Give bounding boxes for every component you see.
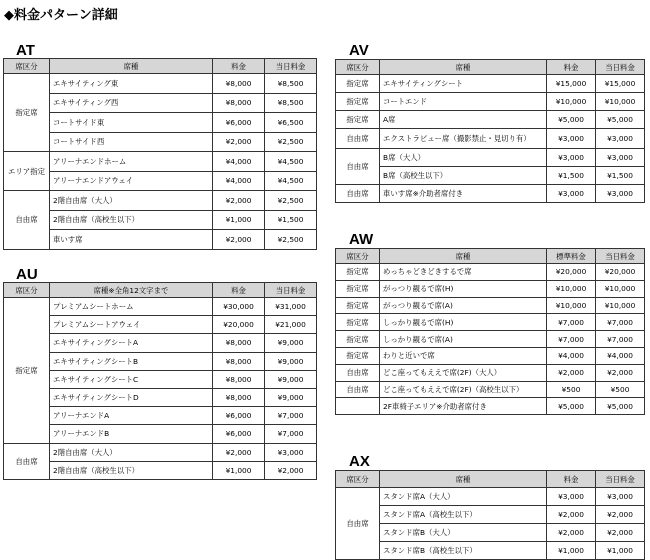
day-price-cell: ¥2,500 xyxy=(265,230,317,250)
seat-type-cell: 2F車椅子エリア※介助者席付き xyxy=(380,398,547,415)
seat-type-cell: B席（大人） xyxy=(380,149,547,167)
table-row xyxy=(336,364,645,381)
price-cell: ¥2,000 xyxy=(213,191,265,211)
price-cell: ¥6,000 xyxy=(213,407,265,425)
price-cell: ¥1,000 xyxy=(547,542,596,560)
section-label-aw: AW xyxy=(349,231,374,248)
seat-category-cell: 自由席 xyxy=(336,149,380,185)
table-row xyxy=(336,93,645,111)
price-cell: ¥500 xyxy=(547,381,596,398)
table-row xyxy=(4,443,317,461)
header-day-price: 当日料金 xyxy=(265,283,317,298)
table-row xyxy=(4,425,317,443)
header-price: 料金 xyxy=(213,283,265,298)
price-cell: ¥3,000 xyxy=(547,129,596,149)
seat-category-cell: 指定席 xyxy=(336,75,380,93)
table-row xyxy=(336,314,645,331)
day-price-cell: ¥1,500 xyxy=(596,167,645,185)
table-row xyxy=(336,381,645,398)
day-price-cell: ¥7,000 xyxy=(265,425,317,443)
table-row xyxy=(4,191,317,211)
day-price-cell: ¥3,000 xyxy=(265,443,317,461)
table-row xyxy=(336,280,645,297)
seat-type-cell: がっつり観るで席(A) xyxy=(380,297,547,314)
seat-type-cell: エキサイティングシートD xyxy=(50,388,213,406)
day-price-cell: ¥5,000 xyxy=(596,111,645,129)
day-price-cell: ¥3,000 xyxy=(596,185,645,203)
price-cell: ¥8,000 xyxy=(213,334,265,352)
header-seat-category: 席区分 xyxy=(4,59,50,74)
header-price: 料金 xyxy=(213,59,265,74)
header-seat-category: 席区分 xyxy=(336,249,380,264)
day-price-cell: ¥3,000 xyxy=(596,149,645,167)
seat-category-cell: 指定席 xyxy=(336,331,380,348)
table-row xyxy=(336,488,645,506)
price-cell: ¥3,000 xyxy=(547,149,596,167)
day-price-cell: ¥3,000 xyxy=(596,488,645,506)
seat-type-cell: しっかり観るで席(H) xyxy=(380,314,547,331)
day-price-cell: ¥7,000 xyxy=(596,314,645,331)
price-cell: ¥15,000 xyxy=(547,75,596,93)
price-cell: ¥8,000 xyxy=(213,352,265,370)
seat-type-cell: 車いす席 xyxy=(50,230,213,250)
seat-category-cell: 指定席 xyxy=(336,347,380,364)
price-cell: ¥20,000 xyxy=(213,316,265,334)
pricing-table-av xyxy=(335,59,645,203)
table-row xyxy=(336,75,645,93)
seat-category-cell: 指定席 xyxy=(336,297,380,314)
day-price-cell: ¥15,000 xyxy=(596,75,645,93)
seat-type-cell: B席（高校生以下） xyxy=(380,167,547,185)
header-day-price: 当日料金 xyxy=(596,471,645,488)
seat-type-cell: アリーナエンドホーム xyxy=(50,152,213,172)
header-row xyxy=(336,249,645,264)
day-price-cell: ¥9,000 xyxy=(265,352,317,370)
seat-category-cell: 自由席 xyxy=(336,364,380,381)
page-title: ◆料金パターン詳細 xyxy=(4,8,118,23)
header-seat-category: 席区分 xyxy=(4,283,50,298)
day-price-cell: ¥500 xyxy=(596,381,645,398)
table-row xyxy=(4,93,317,113)
price-cell: ¥1,000 xyxy=(213,461,265,479)
header-price: 標準料金 xyxy=(547,249,596,264)
table-row xyxy=(4,230,317,250)
price-cell: ¥2,000 xyxy=(547,364,596,381)
section-label-at: AT xyxy=(16,42,35,59)
header-day-price: 当日料金 xyxy=(596,60,645,75)
price-cell: ¥2,000 xyxy=(213,443,265,461)
table-row xyxy=(336,167,645,185)
seat-category-cell: 指定席 xyxy=(336,280,380,297)
table-row xyxy=(4,74,317,94)
seat-type-cell: スタンド席B（大人） xyxy=(380,524,547,542)
seat-category-cell xyxy=(336,398,380,415)
seat-type-cell: わりと近いで席 xyxy=(380,347,547,364)
seat-type-cell: A席 xyxy=(380,111,547,129)
seat-type-cell: めっちゃどきどきするで席 xyxy=(380,264,547,281)
seat-type-cell: アリーナエンドB xyxy=(50,425,213,443)
price-cell: ¥6,000 xyxy=(213,425,265,443)
day-price-cell: ¥2,000 xyxy=(596,524,645,542)
day-price-cell: ¥8,500 xyxy=(265,74,317,94)
table-row xyxy=(4,113,317,133)
day-price-cell: ¥7,000 xyxy=(596,331,645,348)
day-price-cell: ¥1,500 xyxy=(265,210,317,230)
header-price: 料金 xyxy=(547,471,596,488)
day-price-cell: ¥5,000 xyxy=(596,398,645,415)
price-cell: ¥10,000 xyxy=(547,280,596,297)
price-cell: ¥3,000 xyxy=(547,488,596,506)
seat-type-cell: コートサイド東 xyxy=(50,113,213,133)
day-price-cell: ¥4,500 xyxy=(265,171,317,191)
seat-type-cell: コートサイド西 xyxy=(50,132,213,152)
price-cell: ¥1,500 xyxy=(547,167,596,185)
day-price-cell: ¥10,000 xyxy=(596,280,645,297)
seat-type-cell: エキサイティング東 xyxy=(50,74,213,94)
price-cell: ¥8,000 xyxy=(213,370,265,388)
seat-type-cell: 2階自由席（高校生以下） xyxy=(50,210,213,230)
table-row xyxy=(336,264,645,281)
day-price-cell: ¥9,000 xyxy=(265,388,317,406)
price-cell: ¥1,000 xyxy=(213,210,265,230)
seat-category-cell: 自由席 xyxy=(4,443,50,479)
table-row xyxy=(4,388,317,406)
price-cell: ¥4,000 xyxy=(547,347,596,364)
header-day-price: 当日料金 xyxy=(596,249,645,264)
seat-category-cell: 指定席 xyxy=(336,93,380,111)
seat-type-cell: コートエンド xyxy=(380,93,547,111)
seat-category-cell: エリア指定 xyxy=(4,152,50,191)
seat-type-cell: スタンド席A（高校生以下） xyxy=(380,506,547,524)
seat-category-cell: 自由席 xyxy=(336,488,380,560)
table-row xyxy=(336,542,645,560)
seat-category-cell: 指定席 xyxy=(4,74,50,152)
table-row xyxy=(336,398,645,415)
seat-type-cell: エクストラビュー席（撮影禁止・見切り有） xyxy=(380,129,547,149)
day-price-cell: ¥2,000 xyxy=(596,364,645,381)
seat-type-cell: どこ座ってもええで席(2F)（高校生以下） xyxy=(380,381,547,398)
seat-type-cell: 2階自由席（大人） xyxy=(50,191,213,211)
price-cell: ¥4,000 xyxy=(213,152,265,172)
section-label-ax: AX xyxy=(349,453,370,470)
pricing-table-at xyxy=(3,58,317,250)
price-cell: ¥3,000 xyxy=(547,185,596,203)
price-cell: ¥5,000 xyxy=(547,398,596,415)
table-row xyxy=(336,149,645,167)
header-seat-type: 席種 xyxy=(380,60,547,75)
table-row xyxy=(4,316,317,334)
header-row xyxy=(336,60,645,75)
section-label-au: AU xyxy=(16,266,38,283)
price-cell: ¥2,000 xyxy=(213,132,265,152)
header-seat-category: 席区分 xyxy=(336,471,380,488)
day-price-cell: ¥10,000 xyxy=(596,93,645,111)
seat-type-cell: アリーナエンドアウェイ xyxy=(50,171,213,191)
price-cell: ¥2,000 xyxy=(547,506,596,524)
pricing-table-au xyxy=(3,282,317,480)
pricing-table-aw xyxy=(335,248,645,415)
header-day-price: 当日料金 xyxy=(265,59,317,74)
seat-category-cell: 指定席 xyxy=(336,314,380,331)
price-cell: ¥7,000 xyxy=(547,331,596,348)
day-price-cell: ¥2,500 xyxy=(265,132,317,152)
header-price: 料金 xyxy=(547,60,596,75)
seat-category-cell: 自由席 xyxy=(4,191,50,250)
seat-type-cell: 車いす席※介助者席付き xyxy=(380,185,547,203)
day-price-cell: ¥9,000 xyxy=(265,370,317,388)
day-price-cell: ¥6,500 xyxy=(265,113,317,133)
seat-type-cell: しっかり観るで席(A) xyxy=(380,331,547,348)
header-row xyxy=(4,283,317,298)
seat-type-cell: 2階自由席（高校生以下） xyxy=(50,461,213,479)
day-price-cell: ¥20,000 xyxy=(596,264,645,281)
day-price-cell: ¥4,500 xyxy=(265,152,317,172)
seat-category-cell: 自由席 xyxy=(336,129,380,149)
table-row xyxy=(336,524,645,542)
table-row xyxy=(4,152,317,172)
seat-type-cell: どこ座ってもええで席(2F)（大人） xyxy=(380,364,547,381)
seat-category-cell: 指定席 xyxy=(336,264,380,281)
table-row xyxy=(336,506,645,524)
day-price-cell: ¥7,000 xyxy=(265,407,317,425)
seat-type-cell: プレミアムシートアウェイ xyxy=(50,316,213,334)
seat-type-cell: スタンド席A（大人） xyxy=(380,488,547,506)
seat-type-cell: エキサイティングシートB xyxy=(50,352,213,370)
day-price-cell: ¥2,000 xyxy=(596,506,645,524)
day-price-cell: ¥4,000 xyxy=(596,347,645,364)
pricing-table-ax xyxy=(335,470,645,560)
seat-type-cell: エキサイティングシートA xyxy=(50,334,213,352)
seat-type-cell: スタンド席B（高校生以下） xyxy=(380,542,547,560)
table-row xyxy=(4,298,317,316)
header-seat-type: 席種 xyxy=(380,249,547,264)
table-row xyxy=(336,297,645,314)
price-cell: ¥30,000 xyxy=(213,298,265,316)
table-row xyxy=(4,407,317,425)
table-row xyxy=(336,347,645,364)
seat-type-cell: エキサイティングシートC xyxy=(50,370,213,388)
seat-category-cell: 自由席 xyxy=(336,185,380,203)
header-row xyxy=(336,471,645,488)
day-price-cell: ¥2,500 xyxy=(265,191,317,211)
seat-type-cell: がっつり観るで席(H) xyxy=(380,280,547,297)
price-cell: ¥2,000 xyxy=(213,230,265,250)
table-row xyxy=(4,370,317,388)
table-row xyxy=(4,171,317,191)
seat-category-cell: 自由席 xyxy=(336,381,380,398)
seat-category-cell: 指定席 xyxy=(4,298,50,444)
header-seat-type: 席種※全角12文字まで xyxy=(50,283,213,298)
price-cell: ¥7,000 xyxy=(547,314,596,331)
table-row xyxy=(336,331,645,348)
price-cell: ¥2,000 xyxy=(547,524,596,542)
seat-type-cell: エキサイティング西 xyxy=(50,93,213,113)
price-cell: ¥8,000 xyxy=(213,93,265,113)
header-seat-type: 席種 xyxy=(380,471,547,488)
price-cell: ¥10,000 xyxy=(547,297,596,314)
seat-type-cell: プレミアムシートホーム xyxy=(50,298,213,316)
day-price-cell: ¥1,000 xyxy=(596,542,645,560)
table-row xyxy=(4,132,317,152)
header-seat-category: 席区分 xyxy=(336,60,380,75)
day-price-cell: ¥31,000 xyxy=(265,298,317,316)
day-price-cell: ¥8,500 xyxy=(265,93,317,113)
table-row xyxy=(4,461,317,479)
price-cell: ¥8,000 xyxy=(213,74,265,94)
header-seat-type: 席種 xyxy=(50,59,213,74)
table-row xyxy=(4,334,317,352)
table-row xyxy=(336,111,645,129)
day-price-cell: ¥3,000 xyxy=(596,129,645,149)
day-price-cell: ¥2,000 xyxy=(265,461,317,479)
day-price-cell: ¥9,000 xyxy=(265,334,317,352)
seat-type-cell: 2階自由席（大人） xyxy=(50,443,213,461)
table-row xyxy=(4,352,317,370)
price-cell: ¥10,000 xyxy=(547,93,596,111)
table-row xyxy=(4,210,317,230)
price-cell: ¥8,000 xyxy=(213,388,265,406)
table-row xyxy=(336,185,645,203)
price-cell: ¥20,000 xyxy=(547,264,596,281)
seat-type-cell: エキサイティングシート xyxy=(380,75,547,93)
seat-category-cell: 指定席 xyxy=(336,111,380,129)
section-label-av: AV xyxy=(349,42,369,59)
day-price-cell: ¥10,000 xyxy=(596,297,645,314)
day-price-cell: ¥21,000 xyxy=(265,316,317,334)
header-row xyxy=(4,59,317,74)
seat-type-cell: アリーナエンドA xyxy=(50,407,213,425)
price-cell: ¥5,000 xyxy=(547,111,596,129)
price-cell: ¥6,000 xyxy=(213,113,265,133)
price-cell: ¥4,000 xyxy=(213,171,265,191)
table-row xyxy=(336,129,645,149)
